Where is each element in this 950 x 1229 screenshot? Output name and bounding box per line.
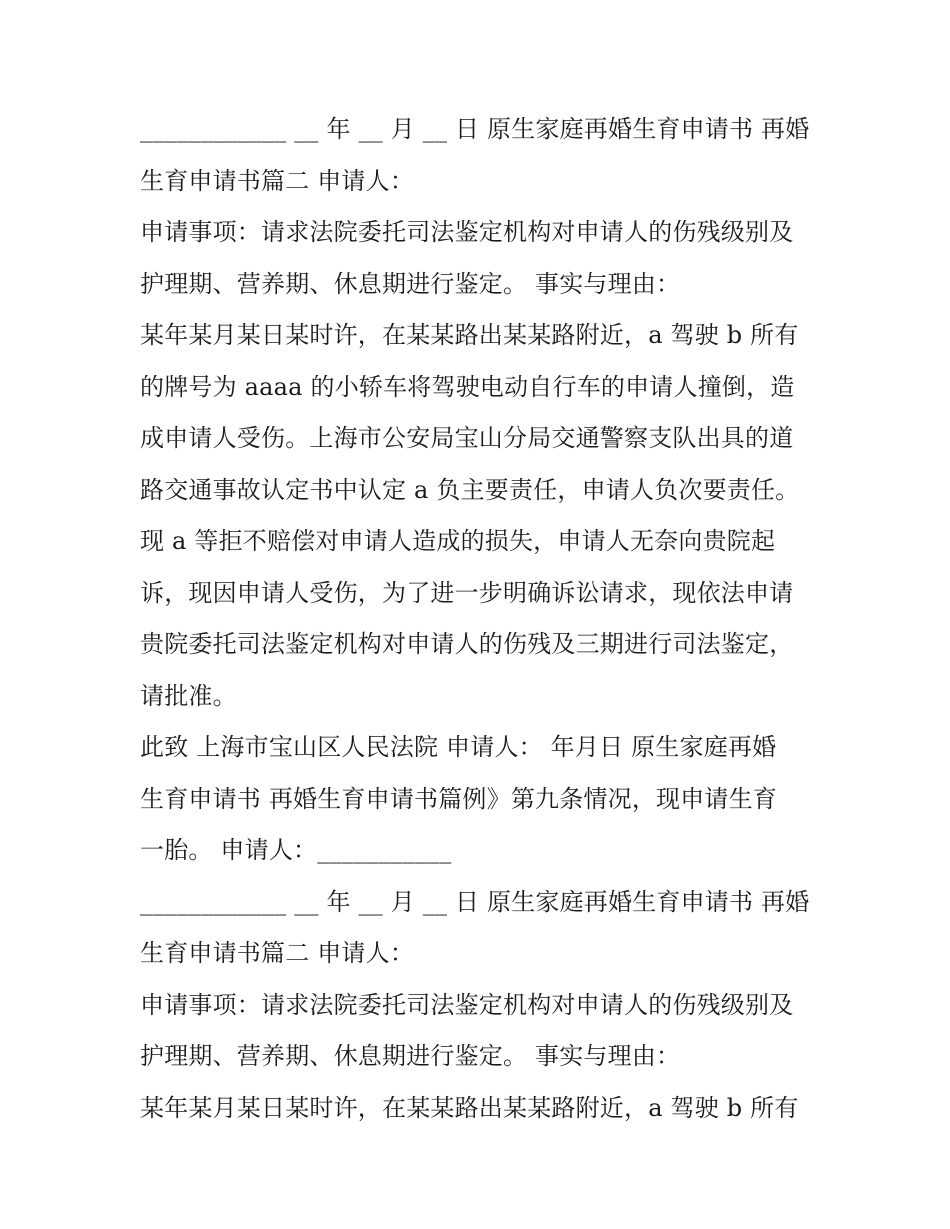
text-line: 现 a 等拒不赔偿对申请人造成的损失，申请人无奈向贵院起 [140, 527, 776, 555]
text-line: 某年某月某日某时许，在某某路出某某路附近，a 驾驶 b 所有 [140, 1093, 799, 1122]
text-line: 护理期、营养期、休息期进行鉴定。 事实与理由： [140, 269, 681, 298]
text-line: 成申请人受伤。上海市公安局宝山分局交通警察支队出具的道 [140, 424, 794, 452]
text-line: 贵院委托司法鉴定机构对申请人的伤残及三期进行司法鉴定， [140, 630, 794, 658]
text-line: 此致 上海市宝山区人民法院 申请人： 年月日 原生家庭再婚 [140, 733, 777, 761]
text-line: 护理期、营养期、休息期进行鉴定。 事实与理由： [140, 1042, 681, 1070]
text-line: 诉，现因申请人受伤，为了进一步明确诉讼请求，现依法申请 [140, 578, 794, 607]
text-line: 生育申请书篇二 申请人： [140, 939, 415, 967]
text-line: 申请事项：请求法院委托司法鉴定机构对申请人的伤残级别及 [140, 218, 794, 246]
text-line: 某年某月某日某时许，在某某路出某某路附近，a 驾驶 b 所有 [140, 321, 799, 349]
document-body [140, 104, 820, 1134]
text-line: ____________ __ 年 __ 月 __ 日 原生家庭再婚生育申请书 再婚 [140, 115, 810, 143]
text-line: 生育申请书 再婚生育申请书篇例》第九条情况，现申请生育 [140, 784, 778, 813]
text-line: ____________ __ 年 __ 月 __ 日 原生家庭再婚生育申请书 再婚 [140, 887, 810, 916]
text-line: 生育申请书篇二 申请人： [140, 166, 415, 195]
text-line: 请批准。 [140, 681, 237, 710]
text-line: 一胎。 申请人：___________ [140, 836, 452, 864]
text-line: 路交通事故认定书中认定 a 负主要责任，申请人负次要责任。 [140, 475, 800, 504]
text-line: 的牌号为 aaaa 的小轿车将驾驶电动自行车的申请人撞倒，造 [140, 372, 795, 401]
text-line: 申请事项：请求法院委托司法鉴定机构对申请人的伤残级别及 [140, 990, 794, 1019]
